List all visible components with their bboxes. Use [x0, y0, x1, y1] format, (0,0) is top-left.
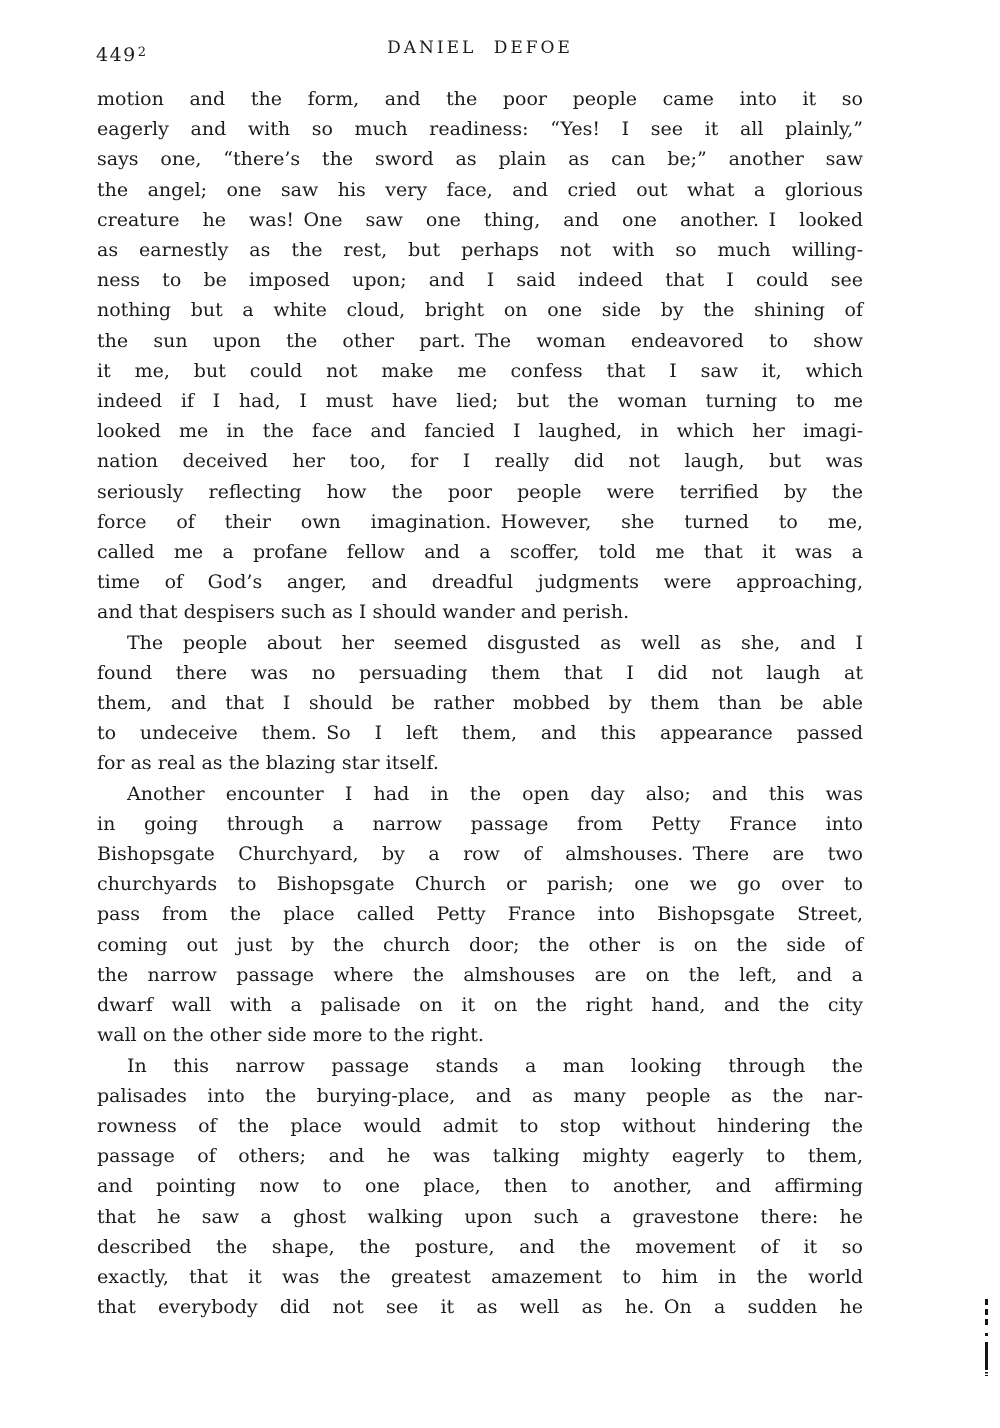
text-line: says one, “there’s the sword as plain as can be;” another saw — [97, 148, 863, 171]
text-line: in going through a narrow passage from Petty France into — [97, 812, 863, 835]
text-line: In this narrow passage stands a man looking through the — [127, 1054, 863, 1077]
text-line: wall on the other side more to the right. — [97, 1024, 484, 1047]
text-line: ness to be imposed upon; and I said indeed that I could see — [97, 269, 863, 292]
text-line: rowness of the place would admit to stop without hindering the — [97, 1114, 863, 1137]
text-line: looked me in the face and fancied I laughed, in which her imagi- — [97, 420, 863, 443]
text-line: as earnestly as the rest, but perhaps not with so much willing- — [97, 239, 863, 262]
text-line: the sun upon the other part. The woman endeavored to show — [97, 329, 863, 352]
running-header-title: DANIEL DEFOE — [387, 38, 573, 58]
artifact-dot-trail — [985, 1372, 988, 1376]
text-line: palisades into the burying-place, and as many people as the nar- — [97, 1084, 863, 1107]
text-line: dwarf wall with a palisade on it on the right hand, and the city — [97, 994, 863, 1017]
text-line: indeed if I had, I must have lied; but the woman turning to me — [97, 390, 863, 413]
text-line: that he saw a ghost walking upon such a gravestone there: he — [97, 1205, 863, 1228]
text-line: passage of others; and he was talking mighty eagerly to them, — [97, 1145, 863, 1168]
text-line: exactly, that it was the greatest amazement to him in the world — [97, 1265, 863, 1288]
page-number-main: 449 — [96, 44, 137, 66]
text-line: eagerly and with so much readiness: “Yes! I see it all plainly,” — [97, 118, 863, 141]
scan-artifact-mark — [985, 1299, 988, 1376]
text-line: for as real as the blazing star itself. — [97, 752, 439, 775]
artifact-dashed-segment — [985, 1299, 988, 1325]
body-text — [97, 84, 863, 1322]
text-line: that everybody did not see it as well as he. On a sudden he — [97, 1296, 863, 1319]
artifact-dot — [985, 1333, 988, 1336]
text-line: Another encounter I had in the open day also; and this was — [127, 782, 863, 805]
text-line: nation deceived her too, for I really did not laugh, but was — [97, 450, 863, 473]
text-line: churchyards to Bishopsgate Church or parish; one we go over to — [97, 873, 863, 896]
text-line: them, and that I should be rather mobbed by them than be able — [97, 692, 863, 715]
text-line: motion and the form, and the poor people came into it so — [97, 88, 863, 110]
text-line: coming out just by the church door; the other is on the side of — [97, 933, 863, 956]
text-line: described the shape, the posture, and the movement of it so — [97, 1235, 863, 1258]
text-line: nothing but a white cloud, bright on one side by the shining of — [97, 299, 863, 322]
text-line: and that despisers such as I should wander and perish. — [97, 601, 630, 624]
artifact-solid-segment — [985, 1342, 988, 1370]
text-line: force of their own imagination. However, she turned to me, — [97, 510, 863, 533]
page-number-superscript: 2 — [137, 45, 148, 60]
text-line: Bishopsgate Churchyard, by a row of almshouses. There are two — [97, 843, 863, 866]
text-line: seriously reflecting how the poor people were terrified by the — [97, 480, 863, 503]
text-line: found there was no persuading them that I did not laugh at — [97, 661, 863, 684]
text-line: creature he was! One saw one thing, and one another. I looked — [97, 208, 863, 231]
text-line: the narrow passage where the almshouses are on the left, and a — [97, 963, 863, 986]
text-line: time of God’s anger, and dreadful judgments were approaching, — [97, 571, 863, 594]
text-line: the angel; one saw his very face, and cried out what a glorious — [97, 178, 863, 201]
text-line: The people about her seemed disgusted as well as she, and I — [127, 631, 863, 654]
text-line: and pointing now to one place, then to another, and affirming — [97, 1175, 863, 1198]
text-line: pass from the place called Petty France into Bishopsgate Street, — [97, 903, 863, 926]
text-line: to undeceive them. So I left them, and this appearance passed — [97, 722, 863, 745]
text-line: called me a profane fellow and a scoffer, told me that it was a — [97, 541, 863, 564]
text-line: it me, but could not make me confess that I saw it, which — [97, 359, 863, 382]
